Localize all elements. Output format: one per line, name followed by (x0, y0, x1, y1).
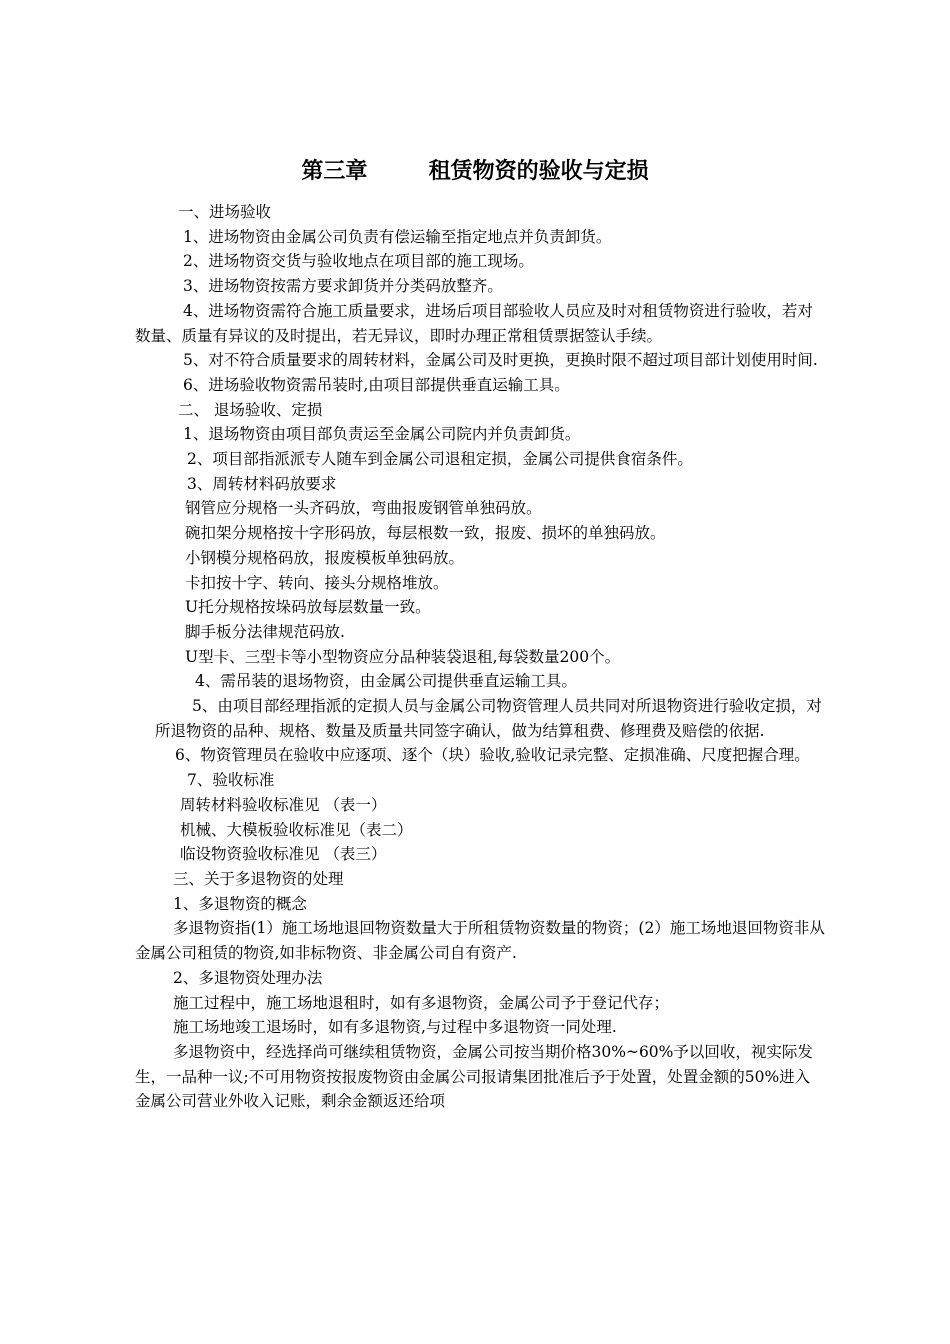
paragraph: 2、项目部指派派专人随车到金属公司退租定损，金属公司提供食宿条件。 (187, 450, 693, 469)
paragraph: 2、多退物资处理办法 (173, 968, 323, 987)
paragraph: 4、需吊装的退场物资，由金属公司提供垂直运输工具。 (195, 672, 577, 691)
chapter-title: 第三章 租赁物资的验收与定损 (301, 159, 649, 184)
paragraph: 1、退场物资由项目部负责运至金属公司院内并负责卸货。 (183, 425, 581, 444)
paragraph: 6、物资管理员在验收中应逐项、逐个（块）验收,验收记录完整、定损准确、尺度把握合理。 (175, 746, 810, 765)
list-item: U托分规格按垛码放每层数量一致。 (185, 598, 431, 617)
paragraph: 施工场地竣工退场时，如有多退物资,与过程中多退物资一同处理. (173, 1018, 617, 1037)
paragraph: 施工过程中，施工场地退租时，如有多退物资，金属公司予于登记代存； (173, 993, 670, 1012)
list-item: 卡扣按十字、转向、接头分规格堆放。 (185, 573, 449, 592)
section-heading: 三、关于多退物资的处理 (173, 869, 344, 888)
list-item: 机械、大模板验收标准见（表二） (180, 820, 413, 839)
paragraph: 4、进场物资需符合施工质量要求，进场后项目部验收人员应及时对租赁物资进行验收，若对数量、质量有异议的及时提出，若无异议，即时办理正常租赁票据签认手续。 (135, 301, 813, 345)
section-heading: 二、 退场验收、定损 (178, 400, 323, 419)
paragraph: 7、验收标准 (187, 771, 275, 790)
document-body (135, 200, 825, 1114)
list-item: 小钢模分规格码放，报废模板单独码放。 (185, 548, 465, 567)
list-item: 钢管应分规格一头齐码放，弯曲报废钢管单独码放。 (185, 499, 542, 518)
paragraph: 多退物资中，经选择尚可继续租赁物资，金属公司按当期价格30%~60%予以回收，视实际发生，一品种一议;不可用物资按报废物资由金属公司报请集团批准后予于处置，处置金额的50%进入金属公司营业外收入记账，剩余金额返还给项 (135, 1042, 813, 1111)
paragraph: 1、多退物资的概念 (173, 894, 307, 913)
section-heading: 一、进场验收 (178, 203, 272, 221)
paragraph: 多退物资指(1）施工场地退回物资数量大于所租赁物资数量的物资；(2）施工场地退回物资非从金属公司租赁的物资,如非标物资、非金属公司自有资产. (135, 919, 825, 963)
list-item: 周转材料验收标准见 （表一） (180, 795, 387, 814)
list-item: 临设物资验收标准见 （表三） (180, 845, 387, 864)
paragraph: 2、进场物资交货与验收地点在项目部的施工现场。 (183, 252, 534, 271)
paragraph: 1、进场物资由金属公司负责有偿运输至指定地点并负责卸货。 (183, 227, 612, 246)
list-item: 碗扣架分规格按十字形码放，每层根数一致，报废、损坏的单独码放。 (185, 524, 666, 543)
paragraph: 3、进场物资按需方要求卸货并分类码放整齐。 (183, 277, 503, 296)
paragraph: 6、进场验收物资需吊装时,由项目部提供垂直运输工具。 (183, 375, 570, 394)
list-item: U型卡、三型卡等小型物资应分品种装袋退租,每袋数量200个。 (185, 647, 621, 666)
paragraph: 5、对不符合质量要求的周转材料，金属公司及时更换，更换时限不超过项目部计划使用时间. (183, 351, 818, 370)
paragraph: 5、由项目部经理指派的定损人员与金属公司物资管理人员共同对所退物资进行验收定损，对所退物资的品种、规格、数量及质量共同签字确认，做为结算租费、修理费及赔偿的依据. (155, 697, 822, 740)
list-item: 脚手板分法律规范码放. (185, 622, 345, 641)
paragraph: 3、周转材料码放要求 (187, 474, 337, 493)
